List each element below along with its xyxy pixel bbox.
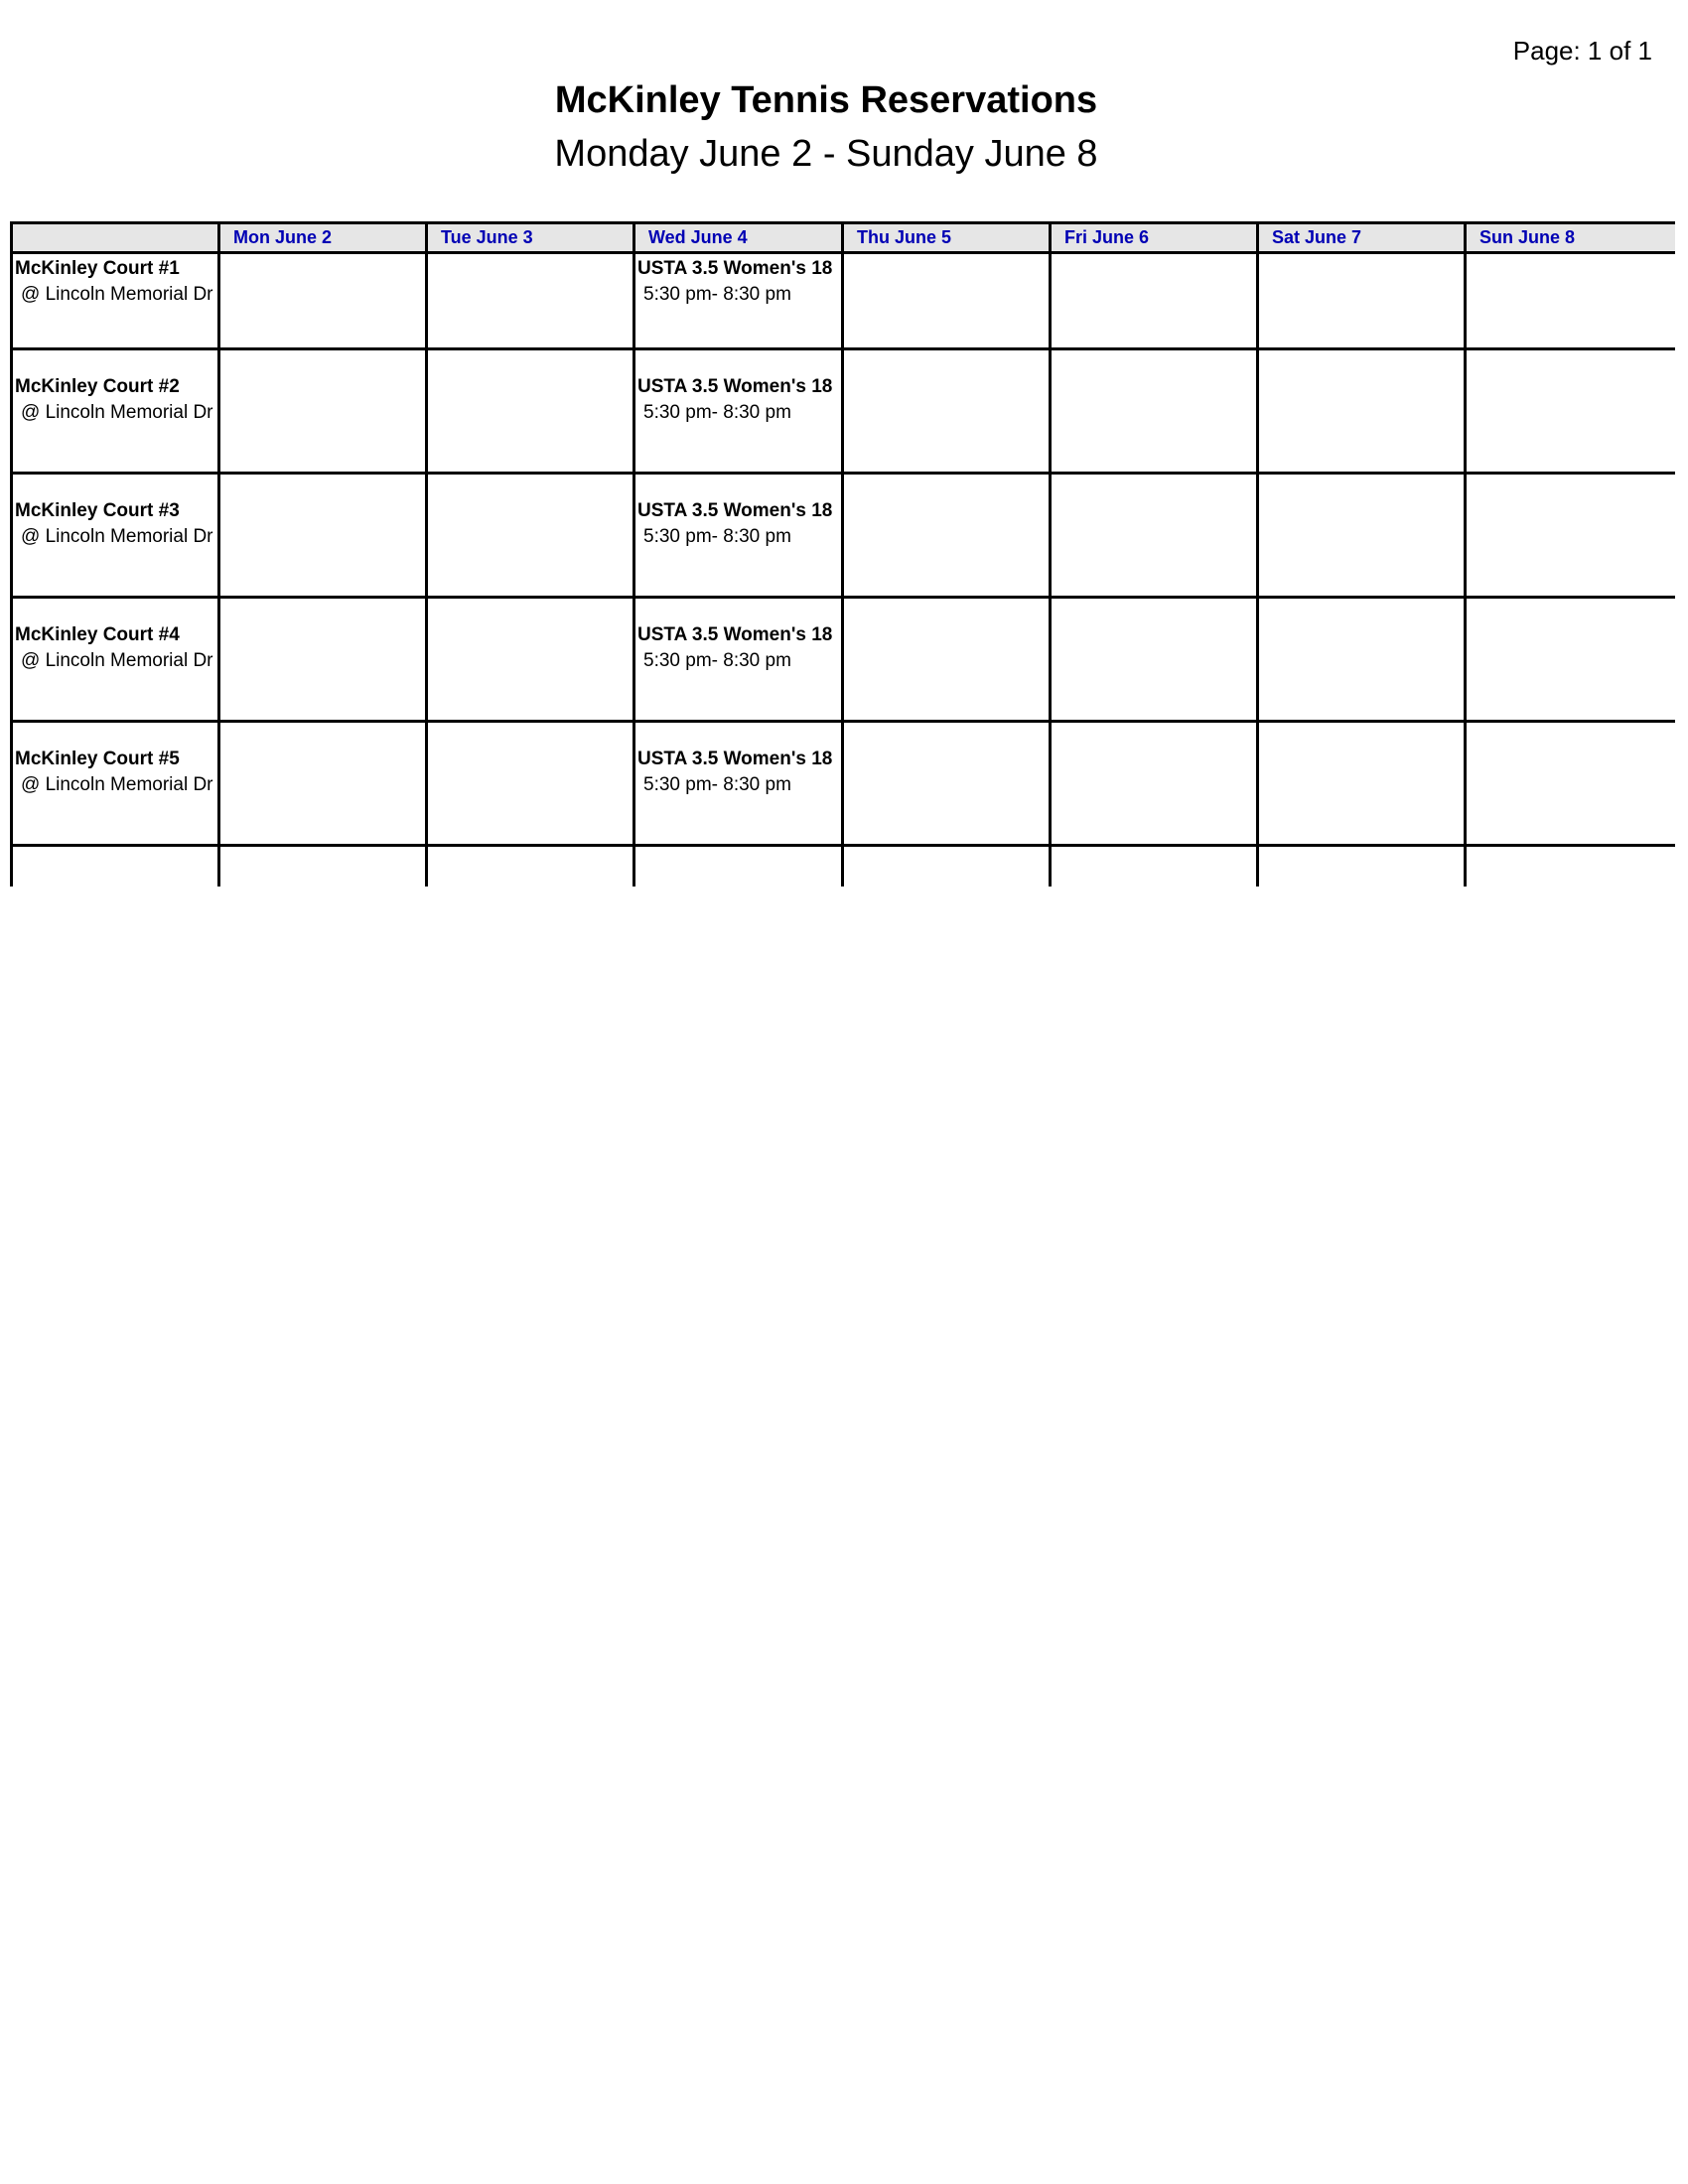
- day-header: Fri June 6: [1051, 223, 1258, 253]
- reservation-cell[interactable]: [219, 722, 427, 846]
- reservation-cell[interactable]: [1466, 598, 1676, 722]
- reservation-cell[interactable]: [1466, 253, 1676, 349]
- day-header: Thu June 5: [843, 223, 1051, 253]
- court-row: [12, 253, 1676, 349]
- empty-cell: [12, 846, 219, 887]
- grid-body: [12, 253, 1676, 887]
- court-row: [12, 722, 1676, 846]
- reservation-name: USTA 3.5 Women's 18: [637, 376, 833, 397]
- court-name: McKinley Court #5: [15, 749, 180, 769]
- reservation-cell[interactable]: [1466, 349, 1676, 474]
- reservation-table: [10, 221, 1675, 887]
- empty-cell: [634, 846, 843, 887]
- reservation-cell[interactable]: [843, 253, 1051, 349]
- reservation-cell[interactable]: [1051, 598, 1258, 722]
- reservation-time: 5:30 pm- 8:30 pm: [643, 526, 791, 547]
- day-header: Mon June 2: [219, 223, 427, 253]
- reservation-name: USTA 3.5 Women's 18: [637, 500, 833, 521]
- court-row: [12, 349, 1676, 474]
- court-label-cell: [12, 253, 219, 349]
- reservation-name: USTA 3.5 Women's 18: [637, 624, 833, 645]
- court-location: @ Lincoln Memorial Dr: [21, 650, 213, 671]
- court-label-cell: [12, 598, 219, 722]
- reservation-cell[interactable]: [1258, 598, 1466, 722]
- empty-cell: [1258, 846, 1466, 887]
- court-location: @ Lincoln Memorial Dr: [21, 284, 213, 305]
- reservation-cell[interactable]: [843, 722, 1051, 846]
- reservation-cell[interactable]: [1258, 474, 1466, 598]
- court-name: McKinley Court #2: [15, 376, 180, 397]
- court-label-cell: [12, 349, 219, 474]
- reservation-cell[interactable]: [219, 253, 427, 349]
- reservation-cell[interactable]: [427, 722, 634, 846]
- reservation-cell[interactable]: [843, 474, 1051, 598]
- reservation-cell[interactable]: [634, 349, 843, 474]
- reservation-time: 5:30 pm- 8:30 pm: [643, 650, 791, 671]
- reservation-grid: [10, 221, 1675, 887]
- reservation-cell[interactable]: [634, 722, 843, 846]
- reservation-cell[interactable]: [843, 598, 1051, 722]
- reservation-cell[interactable]: [1258, 253, 1466, 349]
- reservation-time: 5:30 pm- 8:30 pm: [643, 402, 791, 423]
- reservation-cell[interactable]: [427, 253, 634, 349]
- day-header: Sat June 7: [1258, 223, 1466, 253]
- reservation-cell[interactable]: [1051, 474, 1258, 598]
- reservation-cell[interactable]: [1051, 349, 1258, 474]
- reservation-cell[interactable]: [634, 474, 843, 598]
- day-header: Tue June 3: [427, 223, 634, 253]
- empty-cell: [1051, 846, 1258, 887]
- corner-cell: [12, 223, 219, 253]
- court-label-cell: [12, 722, 219, 846]
- reservation-cell[interactable]: [1258, 349, 1466, 474]
- page-subtitle: Monday June 2 - Sunday June 8: [554, 133, 1098, 175]
- reservation-cell[interactable]: [1051, 722, 1258, 846]
- reservation-cell[interactable]: [1051, 253, 1258, 349]
- reservation-cell[interactable]: [843, 349, 1051, 474]
- page-number: Page: 1 of 1: [1512, 36, 1652, 66]
- court-location: @ Lincoln Memorial Dr: [21, 774, 213, 795]
- court-row: [12, 598, 1676, 722]
- reservation-cell[interactable]: [427, 598, 634, 722]
- empty-cell: [1466, 846, 1676, 887]
- reservation-name: USTA 3.5 Women's 18: [637, 258, 833, 279]
- court-location: @ Lincoln Memorial Dr: [21, 402, 213, 423]
- empty-cell: [427, 846, 634, 887]
- reservation-cell[interactable]: [219, 474, 427, 598]
- reservation-cell[interactable]: [634, 598, 843, 722]
- reservation-cell[interactable]: [1466, 722, 1676, 846]
- day-header: Sun June 8: [1466, 223, 1676, 253]
- reservation-cell[interactable]: [634, 253, 843, 349]
- header-row: [12, 223, 1676, 253]
- empty-cell: [219, 846, 427, 887]
- day-header: Wed June 4: [634, 223, 843, 253]
- page-title: McKinley Tennis Reservations: [554, 79, 1098, 121]
- reservation-cell[interactable]: [219, 349, 427, 474]
- court-name: McKinley Court #4: [15, 624, 180, 645]
- court-location: @ Lincoln Memorial Dr: [21, 526, 213, 547]
- court-name: McKinley Court #1: [15, 258, 180, 279]
- reservation-cell[interactable]: [1466, 474, 1676, 598]
- reservation-cell[interactable]: [219, 598, 427, 722]
- court-name: McKinley Court #3: [15, 500, 180, 521]
- court-row: [12, 474, 1676, 598]
- reservation-name: USTA 3.5 Women's 18: [637, 749, 833, 769]
- reservation-cell[interactable]: [427, 474, 634, 598]
- court-label-cell: [12, 474, 219, 598]
- reservation-time: 5:30 pm- 8:30 pm: [643, 774, 791, 795]
- empty-cell: [843, 846, 1051, 887]
- reservation-time: 5:30 pm- 8:30 pm: [643, 284, 791, 305]
- partial-row: [12, 846, 1676, 887]
- reservation-cell[interactable]: [1258, 722, 1466, 846]
- reservation-cell[interactable]: [427, 349, 634, 474]
